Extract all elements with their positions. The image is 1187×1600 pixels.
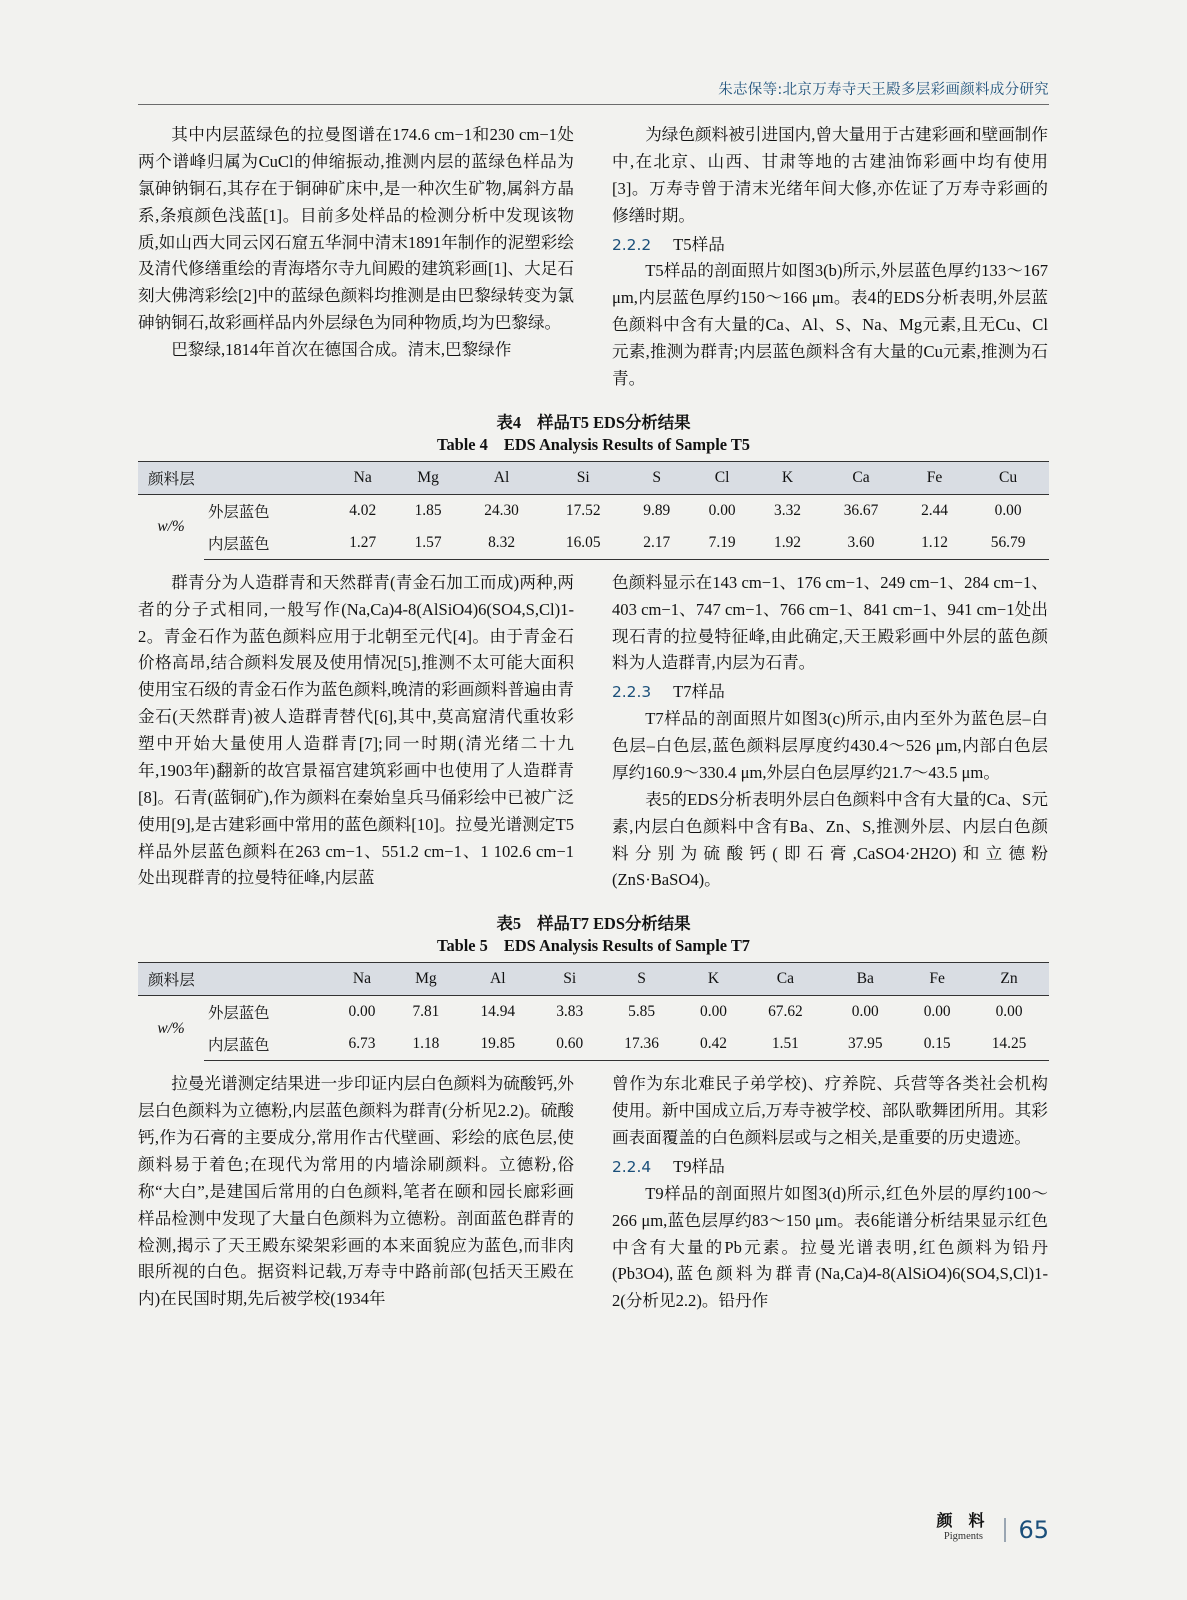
section-heading-2-2-2 (612, 232, 1048, 259)
table5-header-k: K (682, 963, 746, 996)
table4-block (138, 409, 1049, 560)
table5-header-fe: Fe (905, 963, 969, 996)
table4-row0-cu: 0.00 (994, 501, 1022, 519)
table5-title-cn: 样品T7 EDS分析结果 (537, 914, 691, 934)
table4-row1-k: 1.92 (755, 527, 820, 560)
table4-row0-s: 9.89 (643, 501, 671, 519)
table5-header-layer: 颜料层 (138, 963, 330, 996)
table5-row1-k: 0.42 (682, 1028, 746, 1061)
table4-unit: w/% (157, 518, 185, 535)
footer-label-en: Pigments (943, 1530, 983, 1542)
table5-label-cn: 表5 (496, 914, 522, 934)
table5-row0-ba: 0.00 (851, 1003, 879, 1021)
table5-row1-zn: 14.25 (969, 1028, 1049, 1061)
section-number: 2.2.4 (612, 1157, 652, 1176)
table4-row1-ca: 3.60 (820, 527, 902, 560)
table4-row0-si: 17.52 (565, 501, 601, 519)
table4-header-cu: Cu (967, 461, 1049, 494)
right-column-middle (612, 570, 1048, 895)
table4-row1-mg: 1.57 (395, 527, 460, 560)
table4-row0-layer: 外层蓝色 (208, 503, 270, 521)
table4-label-en: Table 4 (437, 434, 488, 454)
section-title: T5样品 (673, 234, 725, 254)
table5-row1-na: 6.73 (330, 1028, 394, 1061)
table4-row1-cu: 56.79 (967, 527, 1049, 560)
table5-header-ba: Ba (825, 963, 905, 996)
columns-bottom (138, 1071, 1049, 1315)
table4-row0-al: 24.30 (484, 501, 519, 519)
table4-head (138, 461, 1049, 494)
running-header: 朱志保等:北京万寿寺天王殿多层彩画颜料成分研究 (718, 82, 1049, 98)
table5-row1-mg: 1.18 (394, 1028, 458, 1061)
paragraph: 为绿色颜料被引进国内,曾大量用于古建彩画和壁画制作中,在北京、山西、甘肃等地的古建油饰彩画中均有使用[3]。万寿寺曾于清末光绪年间大修,亦佐证了万寿寺彩画的修缮时期。 (612, 125, 1048, 225)
table5-header-s: S (602, 963, 682, 996)
paragraph: T7样品的剖面照片如图3(c)所示,由内至外为蓝色层–白色层–白色层,蓝色颜料层厚度约430.4～526 μm,内部白色层厚约160.9～330.4 μm,外层白色层厚约21.7～43.5 μm。 (612, 709, 1048, 782)
table5-header-al: Al (458, 963, 538, 996)
table4-header-al: Al (461, 461, 543, 494)
page-content (138, 122, 1049, 1315)
table5-row0-si: 3.83 (556, 1003, 584, 1021)
table4-header-ca: Ca (820, 461, 902, 494)
paragraph: 表5的EDS分析表明外层白色颜料中含有大量的Ca、S元素,内层白色颜料中含有Ba、Zn、S,推测外层、内层白色颜料分别为硫酸钙(即石膏,CaSO4·2H2O)和立德粉(ZnS·BaSO4)。 (612, 789, 1048, 890)
paragraph: 色颜料显示在143 cm−1、176 cm−1、249 cm−1、284 cm−1、403 cm−1、747 cm−1、766 cm−1、841 cm−1、941 cm−1处出现石青的拉曼特征峰,由此确定,天王殿彩画中外层的蓝色颜料为人造群青,内层为石青。 (612, 572, 1048, 673)
table4-row1-na: 1.27 (330, 527, 395, 560)
table4-row1-al: 8.32 (461, 527, 543, 560)
section-title: T7样品 (673, 682, 725, 702)
table5-caption-cn (138, 910, 1049, 934)
table5-label-en: Table 5 (437, 936, 488, 956)
table5-row0-layer: 外层蓝色 (208, 1005, 270, 1023)
table4 (138, 461, 1049, 560)
paragraph: T5样品的剖面照片如图3(b)所示,外层蓝色厚约133～167 μm,内层蓝色厚约150～166 μm。表4的EDS分析表明,外层蓝色颜料中含有大量的Ca、Al、S、Na、Mg元素,且无Cu、Cl元素,推测为群青;内层蓝色颜料含有大量的Cu元素,推测为石青。 (612, 261, 1048, 388)
table5-row1-al: 19.85 (458, 1028, 538, 1061)
section-number: 2.2.2 (612, 235, 652, 254)
table5-row0-ca: 67.62 (768, 1003, 803, 1021)
table4-header-si: Si (542, 461, 624, 494)
table5-header-zn: Zn (969, 963, 1049, 996)
paragraph: 群青分为人造群青和天然群青(青金石加工而成)两种,两者的分子式相同,一般写作(Na,Ca)4-8(AlSiO4)6(SO4,S,Cl)1-2。青金石作为蓝色颜料应用于北朝至元代[4]。由于青金石价格高昂,结合颜料发展及使用情况[5],推测不太可能大面积使用宝石级的青金石作为蓝色颜料,晚清的彩画颜料普遍由青金石(天然群青)被人造群青替代[6],其中,莫高窟清代重妆彩塑中开始大量使用人造群青[7];同一时期(清光绪二十九年,1903年)翻新的故宫景福宫建筑彩画中也使用了人造群青[8]。石青(蓝铜矿),作为颜料在秦始皇兵马俑彩绘中已被广泛使用[9],是古建彩画中常用的蓝色颜料[10]。拉曼光谱测定T5样品外层蓝色颜料在263 cm−1、551.2 cm−1、1 102.6 cm−1处出现群青的拉曼特征峰,内层蓝 (138, 572, 574, 888)
header-divider (138, 104, 1049, 105)
table5-row1-s: 17.36 (602, 1028, 682, 1061)
table-row (138, 527, 1049, 560)
table4-header-mg: Mg (395, 461, 460, 494)
table4-row1-si: 16.05 (542, 527, 624, 560)
table5-row1-fe: 0.15 (905, 1028, 969, 1061)
table4-row1-layer: 内层蓝色 (204, 527, 330, 560)
table4-label-cn: 表4 (496, 412, 522, 432)
paragraph: 曾作为东北难民子弟学校)、疗养院、兵营等各类社会机构使用。新中国成立后,万寿寺被学校、部队歌舞团所用。其彩画表面覆盖的白色颜料层或与之相关,是重要的历史遗迹。 (612, 1074, 1048, 1147)
table5-row0-k: 0.00 (700, 1003, 727, 1021)
page-footer (936, 1514, 1049, 1542)
section-heading-2-2-4 (612, 1154, 1048, 1181)
table5-body (138, 996, 1049, 1061)
table5-row1-ba: 37.95 (825, 1028, 905, 1061)
left-column-middle (138, 570, 574, 895)
table5-header-si: Si (538, 963, 602, 996)
right-column-top (612, 122, 1048, 393)
table5-caption-en (138, 936, 1049, 956)
table5-row0-mg: 7.81 (412, 1003, 440, 1021)
page-number: 65 (1004, 1518, 1049, 1542)
table5-row1-ca: 1.51 (745, 1028, 825, 1061)
columns-top (138, 122, 1049, 393)
section-heading-2-2-3 (612, 679, 1048, 706)
table-row (138, 1028, 1049, 1061)
table5-row0-zn: 0.00 (995, 1003, 1023, 1021)
left-column-bottom (138, 1071, 574, 1315)
table-header-row (138, 461, 1049, 494)
table5-header-mg: Mg (394, 963, 458, 996)
table4-header-na: Na (330, 461, 395, 494)
section-title: T9样品 (673, 1156, 725, 1176)
table4-header-cl: Cl (689, 461, 754, 494)
table4-row1-fe: 1.12 (902, 527, 967, 560)
table5-row1-si: 0.60 (538, 1028, 602, 1061)
table4-header-k: K (755, 461, 820, 494)
table4-row0-na: 4.02 (349, 501, 377, 519)
table4-caption-cn (138, 409, 1049, 433)
columns-middle (138, 570, 1049, 895)
table4-body (138, 494, 1049, 559)
paragraph: T9样品的剖面照片如图3(d)所示,红色外层的厚约100～266 μm,蓝色层厚约83～150 μm。表6能谱分析结果显示红色中含有大量的Pb元素。拉曼光谱表明,红色颜料为铅丹(Pb3O4),蓝色颜料为群青(Na,Ca)4-8(AlSiO4)6(SO4,S,Cl)1-2(分析见2.2)。铅丹作 (612, 1183, 1048, 1311)
left-column-top (138, 122, 574, 393)
table-header-row (138, 963, 1049, 996)
table4-title-en: EDS Analysis Results of Sample T5 (503, 434, 750, 454)
table4-title-cn: 样品T5 EDS分析结果 (537, 412, 691, 432)
table4-row1-cl: 7.19 (689, 527, 754, 560)
table5-row1-layer: 内层蓝色 (204, 1028, 330, 1061)
table4-header-layer: 颜料层 (138, 461, 330, 494)
table4-row0-ca: 36.67 (843, 501, 879, 519)
footer-section-label (936, 1514, 990, 1542)
table5-row0-s: 5.85 (628, 1003, 656, 1021)
table5-title-en: EDS Analysis Results of Sample T7 (503, 936, 750, 956)
table4-header-s: S (624, 461, 689, 494)
table4-row0-fe: 2.44 (921, 501, 948, 519)
paragraph: 拉曼光谱测定结果进一步印证内层白色颜料为硫酸钙,外层白色颜料为立德粉,内层蓝色颜料为群青(分析见2.2)。硫酸钙,作为石膏的主要成分,常用作古代壁画、彩绘的底色层,使颜料易于着色;在现代为常用的内墙涂刷颜料。立德粉,俗称“大白”,是建国后常用的白色颜料,笔者在颐和园长廊彩画样品检测中发现了大量白色颜料为立德粉。剖面蓝色群青的检测,揭示了天王殿东梁架彩画的本来面貌应为蓝色,而非肉眼所视的白色。据资料记载,万寿寺中路前部(包括天王殿在内)在民国时期,先后被学校(1934年 (138, 1074, 574, 1309)
table-row (138, 996, 1049, 1029)
table4-row0-k: 3.32 (774, 501, 801, 519)
section-number: 2.2.3 (612, 683, 652, 702)
footer-label-cn: 颜 料 (936, 1513, 991, 1531)
table-row (138, 494, 1049, 527)
table5-row0-fe: 0.00 (923, 1003, 951, 1021)
table4-row0-cl: 0.00 (708, 501, 736, 519)
table4-row0-mg: 1.85 (414, 501, 442, 519)
right-column-bottom (612, 1071, 1048, 1315)
table5 (138, 962, 1049, 1061)
paragraph: 其中内层蓝绿色的拉曼图谱在174.6 cm−1和230 cm−1处两个谱峰归属为CuCl的伸缩振动,推测内层的蓝绿色样品为氯砷钠铜石,其存在于铜砷矿床中,是一种次生矿物,属斜方晶系,条痕颜色浅蓝[1]。目前多处样品的检测分析中发现该物质,如山西大同云冈石窟五华洞中清末1891年制作的泥塑彩绘及清代修缮重绘的青海塔尔寺九间殿的建筑彩画[1]、大足石刻大佛湾彩绘[2]中的蓝绿色颜料均推测是由巴黎绿转变为氯砷钠铜石,故彩画样品内外层绿色为同种物质,均为巴黎绿。 (138, 125, 574, 333)
table5-header-na: Na (330, 963, 394, 996)
table5-row0-al: 14.94 (480, 1003, 516, 1021)
table5-block (138, 910, 1049, 1061)
table5-row0-na: 0.00 (348, 1003, 376, 1021)
table4-caption-en (138, 435, 1049, 455)
table4-header-fe: Fe (902, 461, 967, 494)
table4-row1-s: 2.17 (624, 527, 689, 560)
table5-header-ca: Ca (745, 963, 825, 996)
paragraph: 巴黎绿,1814年首次在德国合成。清末,巴黎绿作 (171, 340, 512, 359)
table5-head (138, 963, 1049, 996)
table5-unit: w/% (157, 1019, 185, 1037)
